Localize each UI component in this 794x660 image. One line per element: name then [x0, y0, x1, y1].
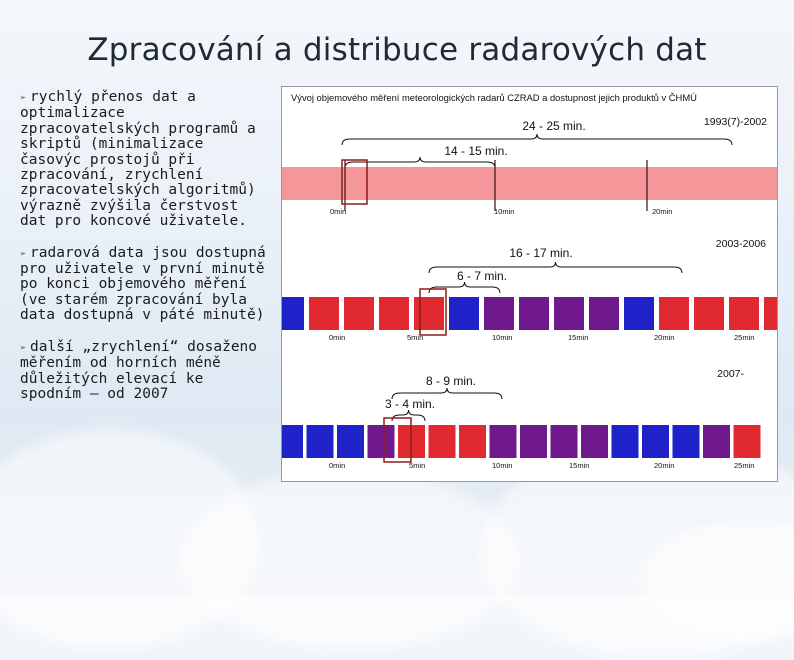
- timeline-block-red: [459, 425, 486, 458]
- timeline-block-red: [429, 425, 456, 458]
- timeline-block-red: [694, 297, 724, 330]
- radar-timeline-figure: [281, 86, 778, 482]
- bullet-list: [20, 90, 270, 418]
- timeline-block-purple: [368, 425, 395, 458]
- timeline-svg: [282, 87, 777, 481]
- time-tick-label: 20min: [652, 207, 673, 216]
- time-tick-label: 25min: [734, 333, 755, 342]
- timeline-block-blue: [282, 425, 303, 458]
- arrow-bullet-icon: ➢: [20, 248, 27, 260]
- period-label: 2003-2006: [715, 238, 766, 250]
- bullet-item: [20, 90, 270, 230]
- period-label: 2007-: [717, 368, 744, 380]
- availability-brace: [429, 282, 500, 293]
- time-tick-label: 10min: [492, 333, 513, 342]
- timeline-block-blue: [612, 425, 639, 458]
- bullet-text: rychlý přenos dat a optimalizace zpracovatelských programů a skriptů (minimalizace časovýc prostojů při zpracování, zrychlení zpracovatelských algoritmů) výrazně zvýšila čerstvost dat pro koncové uživatele.: [20, 89, 256, 230]
- timeline-band-pink: [282, 167, 777, 200]
- arrow-bullet-icon: ➢: [20, 93, 27, 104]
- cycle-brace: [342, 134, 732, 145]
- time-tick-label: 0min: [329, 333, 346, 342]
- bullet-item: [20, 340, 270, 403]
- time-tick-label: 15min: [569, 461, 590, 470]
- time-tick-label: 0min: [329, 461, 346, 470]
- timeline-block-blue: [673, 425, 700, 458]
- availability-label: 3 - 4 min.: [384, 397, 436, 411]
- timeline-block-red: [729, 297, 759, 330]
- timeline-block-blue: [624, 297, 654, 330]
- bullet-text: radarová data jsou dostupná pro uživatele v první minutě po konci objemového měření (ve starém zpracování byla data dostupná v páté minutě): [20, 244, 266, 324]
- time-tick-label: 10min: [494, 207, 515, 216]
- timeline-block-red: [414, 297, 444, 330]
- timeline-block-purple: [589, 297, 619, 330]
- availability-brace: [392, 410, 425, 421]
- timeline-block-purple: [554, 297, 584, 330]
- bullet-text: další „zrychlení“ dosaženo měřením od horních méně důležitých elevací ke spodním – od 2007: [20, 338, 258, 402]
- timeline-block-red: [734, 425, 761, 458]
- timeline-block-red: [309, 297, 339, 330]
- arrow-bullet-icon: ➢: [20, 342, 27, 354]
- timeline-block-blue: [282, 297, 304, 330]
- time-tick-label: 25min: [734, 461, 755, 470]
- timeline-block-purple: [519, 297, 549, 330]
- time-tick-label: 10min: [492, 461, 513, 470]
- timeline-block-red: [379, 297, 409, 330]
- slide-title: Zpracování a distribuce radarových dat: [87, 32, 707, 68]
- timeline-block-blue: [307, 425, 334, 458]
- availability-label: 14 - 15 min.: [444, 144, 508, 158]
- time-tick-label: 20min: [654, 461, 675, 470]
- timeline-block-red: [344, 297, 374, 330]
- availability-label: 6 - 7 min.: [456, 269, 508, 283]
- timeline-block-purple: [581, 425, 608, 458]
- bullet-item: [20, 246, 270, 324]
- timeline-block-purple: [484, 297, 514, 330]
- figure-caption: Vývoj objemového měření meteorologických radarů CZRAD a dostupnost jejich produktů v ČHMÚ: [291, 92, 697, 103]
- time-tick-label: 20min: [654, 333, 675, 342]
- cycle-length-label: 24 - 25 min.: [522, 119, 586, 133]
- period-label: 1993(7)-2002: [703, 116, 767, 128]
- timeline-block-red: [764, 297, 777, 330]
- timeline-block-purple: [490, 425, 517, 458]
- time-tick-label: 5min: [407, 333, 424, 342]
- timeline-block-purple: [551, 425, 578, 458]
- background-cloud: [180, 470, 520, 650]
- time-tick-label: 5min: [409, 461, 426, 470]
- timeline-block-red: [659, 297, 689, 330]
- cycle-length-label: 16 - 17 min.: [509, 246, 573, 260]
- time-tick-label: 15min: [568, 333, 589, 342]
- timeline-block-purple: [703, 425, 730, 458]
- timeline-block-blue: [642, 425, 669, 458]
- time-tick-label: 0min: [330, 207, 347, 216]
- timeline-block-purple: [520, 425, 547, 458]
- cycle-length-label: 8 - 9 min.: [425, 374, 477, 388]
- timeline-block-blue: [449, 297, 479, 330]
- timeline-block-blue: [337, 425, 364, 458]
